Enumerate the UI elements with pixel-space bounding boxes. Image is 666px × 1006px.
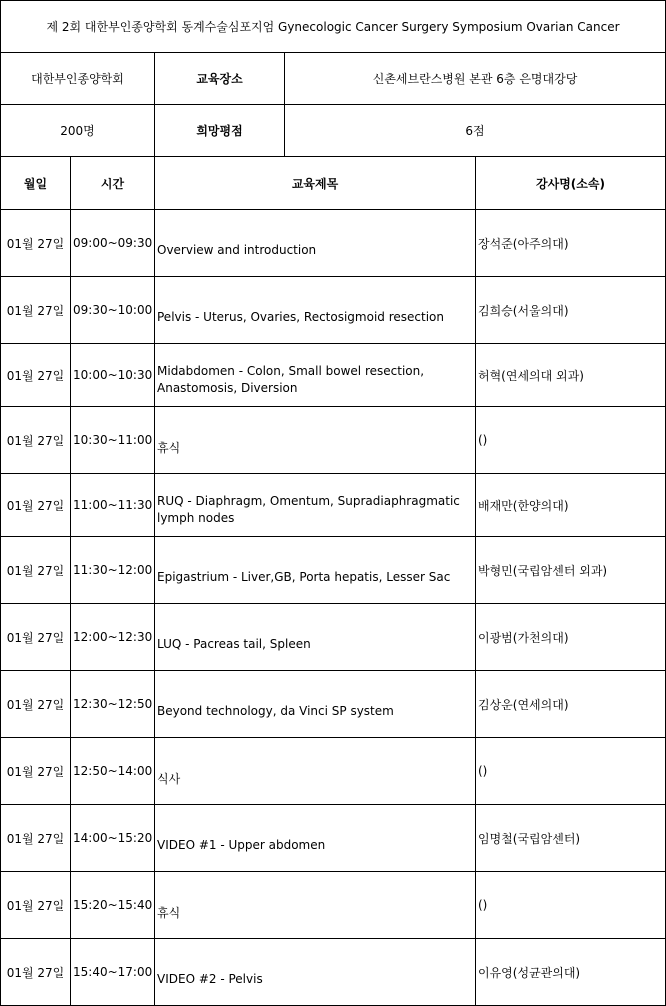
row-speaker: 장석준(아주의대) (476, 210, 666, 277)
row-date: 01월 27일 (1, 872, 71, 939)
row-topic: LUQ - Pacreas tail, Spleen (155, 604, 476, 671)
row-date: 01월 27일 (1, 474, 71, 537)
table-row (1, 210, 666, 277)
table-row (1, 407, 666, 474)
row-time: 09:00~09:30 (71, 210, 155, 277)
row-date: 01월 27일 (1, 738, 71, 805)
row-speaker: 김희승(서울의대) (476, 277, 666, 344)
row-topic: 휴식 (155, 872, 476, 939)
row-date: 01월 27일 (1, 537, 71, 604)
row-time: 12:00~12:30 (71, 604, 155, 671)
organizer-value: 대한부인종양학회 (1, 53, 155, 105)
table-row (1, 805, 666, 872)
capacity-value: 200명 (1, 105, 155, 157)
row-date: 01월 27일 (1, 277, 71, 344)
row-topic: Pelvis - Uterus, Ovaries, Rectosigmoid resection (155, 277, 476, 344)
row-time: 10:00~10:30 (71, 344, 155, 407)
row-time: 15:40~17:00 (71, 939, 155, 1006)
row-date: 01월 27일 (1, 671, 71, 738)
row-time: 10:30~11:00 (71, 407, 155, 474)
row-speaker: () (476, 872, 666, 939)
row-topic: VIDEO #1 - Upper abdomen (155, 805, 476, 872)
row-date: 01월 27일 (1, 805, 71, 872)
row-topic: 식사 (155, 738, 476, 805)
row-topic: Midabdomen - Colon, Small bowel resection, Anastomosis, Diversion (155, 344, 476, 407)
row-speaker: 배재만(한양의대) (476, 474, 666, 537)
row-speaker: 임명철(국립암센터) (476, 805, 666, 872)
row-speaker: 이광범(가천의대) (476, 604, 666, 671)
row-topic: 휴식 (155, 407, 476, 474)
row-speaker: 박형민(국립암센터 외과) (476, 537, 666, 604)
header-time: 시간 (71, 157, 155, 210)
row-date: 01월 27일 (1, 344, 71, 407)
schedule-table (0, 156, 666, 1006)
table-row (1, 738, 666, 805)
row-time: 15:20~15:40 (71, 872, 155, 939)
row-speaker: () (476, 738, 666, 805)
table-row (1, 671, 666, 738)
row-date: 01월 27일 (1, 407, 71, 474)
row-speaker: 이유영(성균관의대) (476, 939, 666, 1006)
table-row (1, 872, 666, 939)
row-date: 01월 27일 (1, 939, 71, 1006)
row-topic: Epigastrium - Liver,GB, Porta hepatis, Lesser Sac (155, 537, 476, 604)
venue-label: 교육장소 (155, 53, 285, 105)
row-time: 09:30~10:00 (71, 277, 155, 344)
header-speaker: 강사명(소속) (476, 157, 666, 210)
row-speaker: () (476, 407, 666, 474)
row-topic: RUQ - Diaphragm, Omentum, Supradiaphragmatic lymph nodes (155, 474, 476, 537)
row-time: 12:50~14:00 (71, 738, 155, 805)
table-row (1, 344, 666, 407)
header-date: 월일 (1, 157, 71, 210)
table-row (1, 537, 666, 604)
table-row (1, 474, 666, 537)
score-value: 6점 (285, 105, 666, 157)
row-time: 12:30~12:50 (71, 671, 155, 738)
row-time: 14:00~15:20 (71, 805, 155, 872)
symposium-info-table (0, 0, 666, 157)
table-row (1, 277, 666, 344)
table-row (1, 939, 666, 1006)
row-topic: VIDEO #2 - Pelvis (155, 939, 476, 1006)
row-topic: Beyond technology, da Vinci SP system (155, 671, 476, 738)
document-title: 제 2회 대한부인종양학회 동계수술심포지엄 Gynecologic Cancer Surgery Symposium Ovarian Cancer (1, 1, 666, 53)
row-time: 11:30~12:00 (71, 537, 155, 604)
schedule-header-row (1, 157, 666, 210)
row-time: 11:00~11:30 (71, 474, 155, 537)
header-topic: 교육제목 (155, 157, 476, 210)
row-topic: Overview and introduction (155, 210, 476, 277)
row-date: 01월 27일 (1, 604, 71, 671)
row-date: 01월 27일 (1, 210, 71, 277)
row-speaker: 김상운(연세의대) (476, 671, 666, 738)
table-row (1, 604, 666, 671)
row-speaker: 허혁(연세의대 외과) (476, 344, 666, 407)
score-label: 희망평점 (155, 105, 285, 157)
venue-value: 신촌세브란스병원 본관 6층 은명대강당 (285, 53, 666, 105)
